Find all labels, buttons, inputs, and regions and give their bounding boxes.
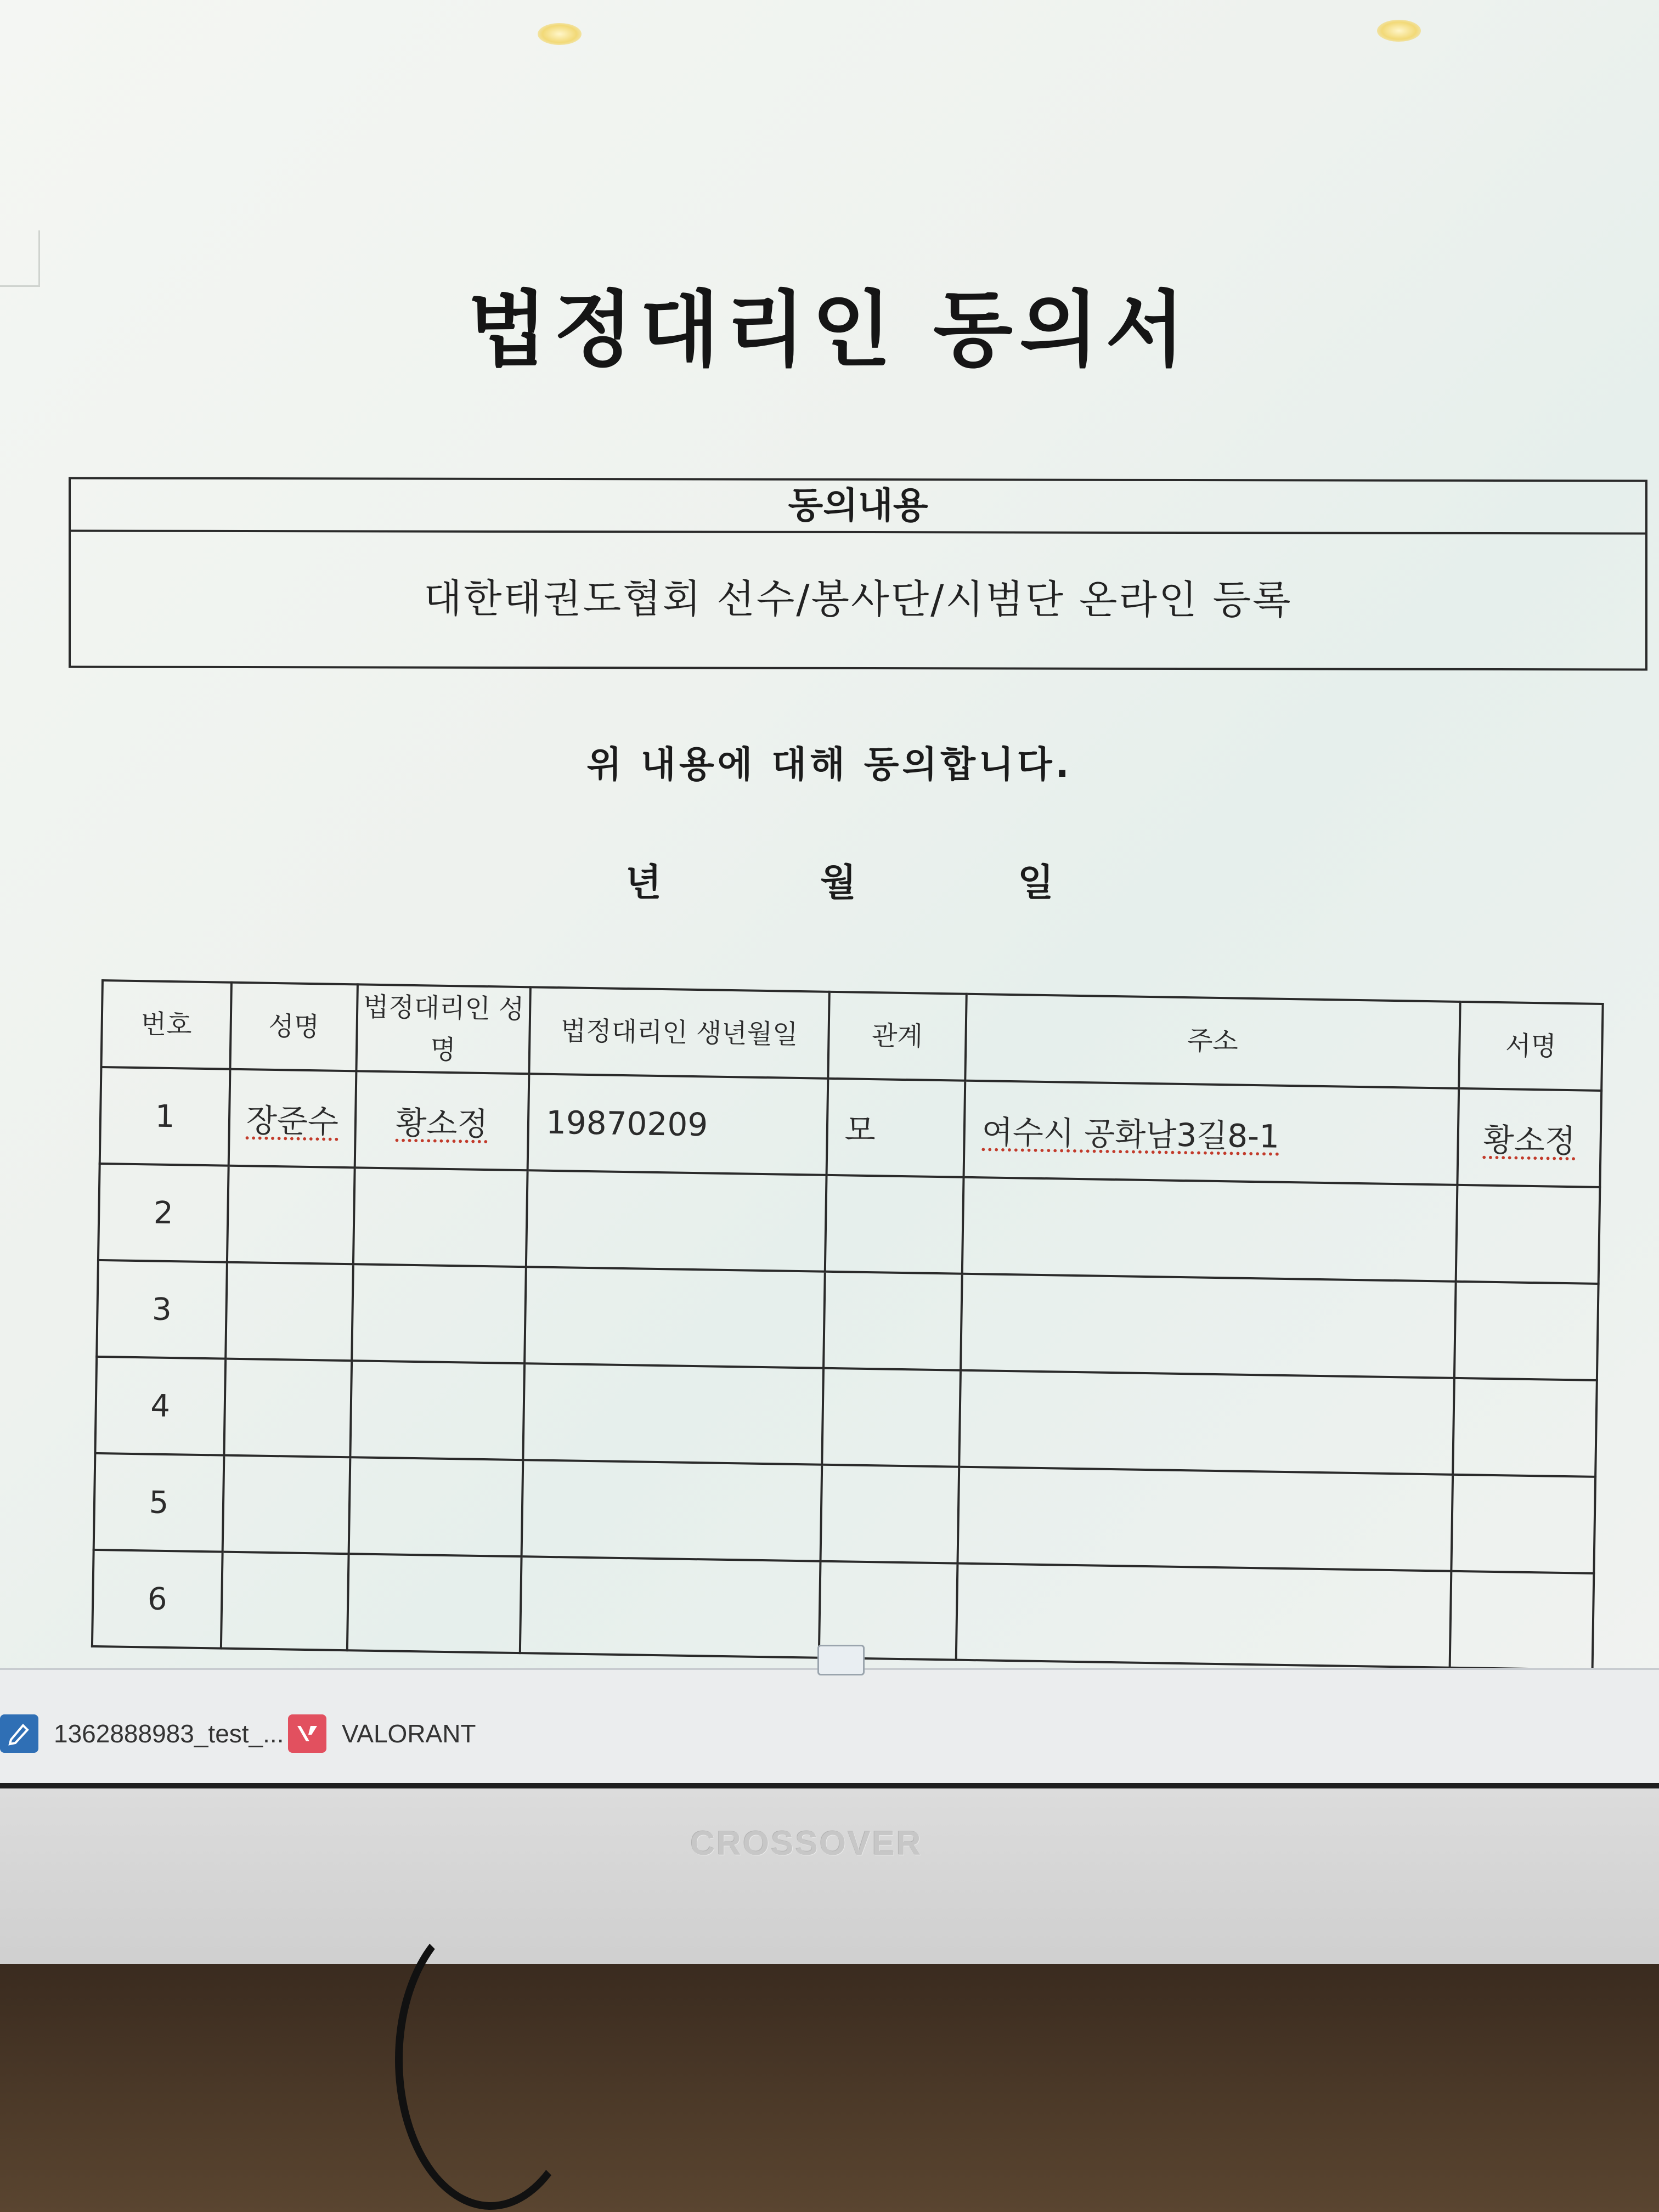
consent-box: [69, 477, 1647, 670]
cell-address[interactable]: [964, 1081, 1459, 1185]
cell-rep-birth[interactable]: [523, 1363, 823, 1465]
cell-signature-text: 황소정: [1483, 1121, 1576, 1160]
cell-relation[interactable]: [822, 1368, 961, 1467]
document-icon: [0, 1714, 38, 1753]
cell-signature[interactable]: [1457, 1088, 1601, 1187]
consent-content: 대한태권도협회 선수/봉사단/시범단 온라인 등록: [424, 575, 1293, 623]
ceiling-light-reflection: [538, 23, 582, 45]
cell-address[interactable]: [957, 1467, 1453, 1571]
desk-surface: [0, 1964, 1659, 2212]
cell-rep-name[interactable]: [347, 1554, 522, 1653]
header-signature: 서명: [1459, 1002, 1602, 1091]
cell-rep-name-text: 황소정: [395, 1104, 489, 1143]
consent-header: 동의내용: [71, 479, 1645, 534]
cell-relation[interactable]: [823, 1272, 962, 1370]
cell-address[interactable]: [959, 1370, 1454, 1475]
cell-name[interactable]: [227, 1166, 355, 1265]
ceiling-light-reflection: [1377, 20, 1421, 42]
cell-address[interactable]: [961, 1274, 1456, 1378]
cell-signature[interactable]: [1451, 1475, 1595, 1573]
cell-address-text: 여수시 공화남3길8-1: [981, 1113, 1280, 1155]
cell-rep-name[interactable]: [352, 1264, 526, 1363]
cell-rep-name[interactable]: [350, 1361, 524, 1460]
taskbar-item-valorant[interactable]: [288, 1701, 476, 1767]
cell-no[interactable]: 2: [98, 1164, 229, 1262]
date-month-label: 월: [820, 861, 856, 905]
cell-rep-name[interactable]: [353, 1167, 528, 1267]
cell-rep-birth[interactable]: 19870209: [528, 1074, 828, 1175]
header-no: 번호: [101, 980, 231, 1069]
cell-name[interactable]: [223, 1455, 351, 1554]
cell-address[interactable]: [956, 1564, 1452, 1668]
cell-no[interactable]: 5: [94, 1453, 224, 1552]
cell-signature[interactable]: [1453, 1378, 1597, 1477]
cell-no[interactable]: 3: [97, 1260, 227, 1359]
cell-rep-name[interactable]: [349, 1457, 523, 1556]
cell-address[interactable]: [962, 1177, 1458, 1282]
cell-rep-birth[interactable]: [520, 1556, 821, 1658]
cell-signature[interactable]: [1454, 1282, 1599, 1380]
cell-name[interactable]: [225, 1262, 353, 1361]
monitor-brand-logo: CROSSOVER: [690, 1825, 923, 1863]
header-address: 주소: [965, 994, 1460, 1088]
header-rep-birth: 법정대리인 생년월일: [529, 987, 829, 1079]
cell-rep-birth[interactable]: [524, 1267, 825, 1368]
cell-relation[interactable]: 모: [827, 1079, 966, 1177]
date-day-label: 일: [1018, 861, 1054, 905]
cell-no[interactable]: 6: [92, 1550, 223, 1649]
cell-rep-birth[interactable]: [522, 1460, 822, 1561]
cell-no[interactable]: 1: [100, 1067, 230, 1166]
date-year-label: 년: [625, 861, 662, 905]
cell-name[interactable]: [221, 1552, 349, 1651]
cell-relation[interactable]: [825, 1175, 964, 1274]
header-relation: 관계: [828, 992, 966, 1081]
cell-name-text: 장준수: [246, 1102, 339, 1141]
horizontal-scroll-handle[interactable]: [817, 1645, 865, 1675]
cell-no[interactable]: 4: [95, 1357, 225, 1455]
cell-rep-birth[interactable]: [526, 1170, 827, 1272]
cell-rep-name[interactable]: [355, 1071, 529, 1170]
header-name: 성명: [230, 983, 357, 1071]
cable: [395, 1909, 586, 2210]
taskbar-item-label: VALORANT: [342, 1719, 476, 1748]
cell-name[interactable]: [224, 1359, 352, 1458]
valorant-icon: [288, 1714, 326, 1753]
monitor-bezel: [0, 1783, 1659, 1970]
representative-table: [91, 979, 1604, 1671]
agree-statement: 위 내용에 대해 동의합니다.: [586, 743, 1073, 786]
document-title: 법정대리인 동의서: [467, 283, 1192, 378]
cell-signature[interactable]: [1456, 1185, 1600, 1284]
cell-name[interactable]: [229, 1069, 357, 1168]
taskbar-item-document[interactable]: [0, 1701, 284, 1767]
taskbar-item-label: 1362888983_test_...: [54, 1719, 284, 1748]
cell-relation[interactable]: [821, 1465, 960, 1564]
header-rep-name: 법정대리인 성명: [356, 984, 530, 1074]
cell-signature[interactable]: [1450, 1571, 1594, 1670]
